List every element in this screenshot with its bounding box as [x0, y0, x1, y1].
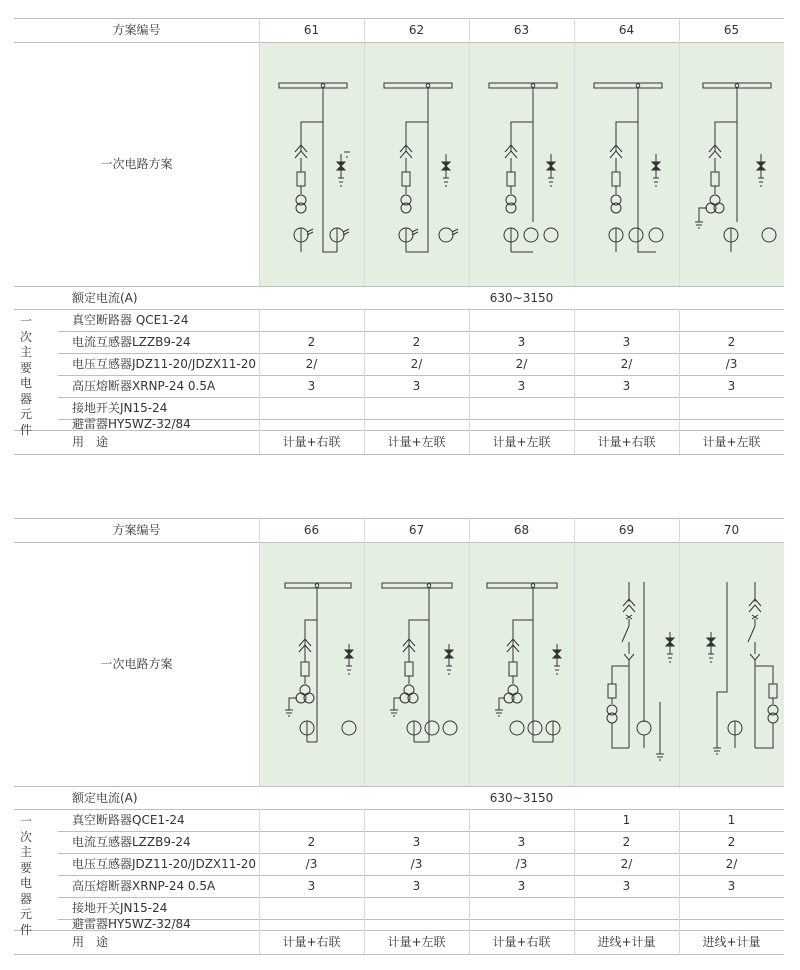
component-label: 接地开关JN15-24	[72, 901, 168, 915]
component-value: 1	[622, 813, 631, 827]
scheme-number: 66	[303, 523, 320, 537]
component-value: 3	[517, 835, 526, 849]
component-value: 3	[622, 879, 631, 893]
component-value: 3	[517, 879, 526, 893]
circuit-diagram-66	[259, 542, 364, 786]
diagram-label: 一次电路方案	[100, 657, 173, 671]
usage-value: 计量+左联	[492, 435, 551, 449]
component-value: 2	[727, 835, 736, 849]
circuit-diagram-65	[679, 42, 784, 286]
circuit-diagram-64	[574, 42, 679, 286]
usage-value: 计量+右联	[282, 935, 341, 949]
usage-value: 计量+左联	[387, 935, 446, 949]
header-label: 方案编号	[112, 523, 161, 537]
component-value: 2	[412, 335, 421, 349]
component-value: 3	[622, 335, 631, 349]
component-value: /3	[305, 857, 318, 871]
component-value: /3	[725, 357, 738, 371]
component-value: /3	[515, 857, 528, 871]
circuit-diagram-67	[364, 542, 469, 786]
component-label: 高压熔断器XRNP-24 0.5A	[72, 379, 216, 393]
scheme-number: 67	[408, 523, 425, 537]
header-label: 方案编号	[112, 23, 161, 37]
rated-current-label: 额定电流(A)	[72, 291, 138, 305]
usage-label: 用 途	[72, 935, 109, 949]
usage-value: 计量+左联	[387, 435, 446, 449]
rated-current-label: 额定电流(A)	[72, 791, 138, 805]
circuit-diagram-62	[364, 42, 469, 286]
component-value: 2/	[305, 357, 318, 371]
rated-current-value: 630~3150	[489, 291, 554, 305]
scheme-number: 64	[618, 23, 635, 37]
component-label: 接地开关JN15-24	[72, 401, 168, 415]
component-label: 真空断路器QCE1-24	[72, 813, 185, 827]
component-value: 2/	[515, 357, 528, 371]
component-value: 2	[307, 835, 316, 849]
usage-value: 进线+计量	[702, 935, 761, 949]
scheme-number: 65	[723, 23, 740, 37]
rated-current-value: 630~3150	[489, 791, 554, 805]
scheme-number: 69	[618, 523, 635, 537]
component-value: 3	[517, 335, 526, 349]
circuit-diagram-68	[469, 542, 574, 786]
circuit-diagram-61	[259, 42, 364, 286]
component-value: 2/	[620, 357, 633, 371]
scheme-number: 63	[513, 23, 530, 37]
component-value: 3	[307, 879, 316, 893]
component-label: 电流互感器LZZB9-24	[72, 835, 191, 849]
circuit-diagram-63	[469, 42, 574, 286]
component-value: 2/	[725, 857, 738, 871]
component-label: 电压互感器JDZ11-20/JDZX11-20	[72, 357, 257, 371]
usage-value: 计量+右联	[282, 435, 341, 449]
component-value: 1	[727, 813, 736, 827]
component-label: 避雷器HY5WZ-32/84	[72, 417, 191, 431]
component-value: 3	[622, 379, 631, 393]
circuit-diagram-70	[679, 542, 784, 786]
component-value: 3	[412, 379, 421, 393]
usage-value: 进线+计量	[597, 935, 656, 949]
component-value: 2/	[620, 857, 633, 871]
usage-value: 计量+右联	[492, 935, 551, 949]
component-value: 2	[622, 835, 631, 849]
usage-label: 用 途	[72, 435, 109, 449]
component-value: 2/	[410, 357, 423, 371]
component-group-label: 一次主要电器元件	[20, 314, 33, 437]
component-label: 电流互感器LZZB9-24	[72, 335, 191, 349]
component-group-label: 一次主要电器元件	[20, 814, 33, 937]
component-value: 3	[412, 835, 421, 849]
component-value: 3	[412, 879, 421, 893]
component-value: 3	[727, 879, 736, 893]
component-label: 真空断路器 QCE1-24	[72, 313, 189, 327]
scheme-number: 61	[303, 23, 320, 37]
scheme-number: 68	[513, 523, 530, 537]
component-value: 3	[307, 379, 316, 393]
component-value: 2	[727, 335, 736, 349]
component-value: 3	[517, 379, 526, 393]
component-value: /3	[410, 857, 423, 871]
component-value: 2	[307, 335, 316, 349]
scheme-number: 70	[723, 523, 740, 537]
component-label: 高压熔断器XRNP-24 0.5A	[72, 879, 216, 893]
component-label: 电压互感器JDZ11-20/JDZX11-20	[72, 857, 257, 871]
diagram-label: 一次电路方案	[100, 157, 173, 171]
component-value: 3	[727, 379, 736, 393]
component-label: 避雷器HY5WZ-32/84	[72, 917, 191, 931]
scheme-number: 62	[408, 23, 425, 37]
usage-value: 计量+左联	[702, 435, 761, 449]
usage-value: 计量+右联	[597, 435, 656, 449]
circuit-diagram-69	[574, 542, 679, 786]
